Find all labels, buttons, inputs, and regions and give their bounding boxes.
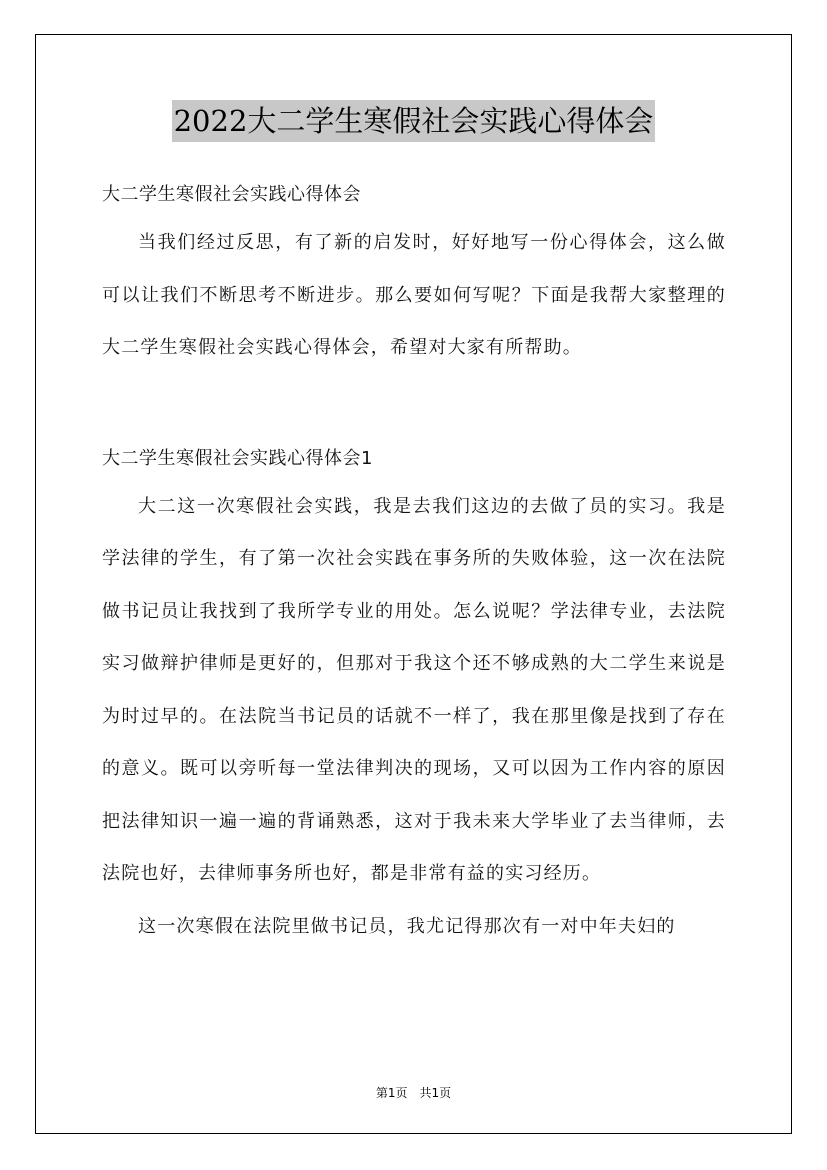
body-paragraph-1: 大二这一次寒假社会实践，我是去我们这边的去做了员的实习。我是学法律的学生，有了第一次社会实践在事务所的失败体验，这一次在法院做书记员让我找到了我所学专业的用处。怎么说呢？学法律专业，去法院实习做辩护律师是更好的，但那对于我这个还不够成熟的大二学生来说是为时过早的。在法院当书记员的话就不一样了，我在那里像是找到了存在的意义。既可以旁听每一堂法律判决的现场，又可以因为工作内容的原因把法律知识一遍一遍的背诵熟悉，这对于我未来大学毕业了去当律师，去法院也好，去律师事务所也好，都是非常有益的实习经历。: [102, 495, 726, 884]
section-heading: 大二学生寒假社会实践心得体会1: [102, 447, 373, 469]
document-title-container: [0, 100, 827, 142]
intro-paragraph: 当我们经过反思，有了新的启发时，好好地写一份心得体会，这么做可以让我们不断思考不断进步。那么要如何写呢？下面是我帮大家整理的大二学生寒假社会实践心得体会，希望对大家有所帮助。: [102, 232, 726, 358]
body-paragraph-2: 这一次寒假在法院里做书记员，我尤记得那次有一对中年夫妇的: [138, 915, 676, 937]
subtitle: 大二学生寒假社会实践心得体会: [102, 184, 361, 205]
spacer: [102, 375, 726, 437]
document-title: 2022大二学生寒假社会实践心得体会: [172, 100, 656, 142]
document-body: [102, 173, 726, 953]
page-footer: 第1页 共1页: [375, 1086, 452, 1100]
